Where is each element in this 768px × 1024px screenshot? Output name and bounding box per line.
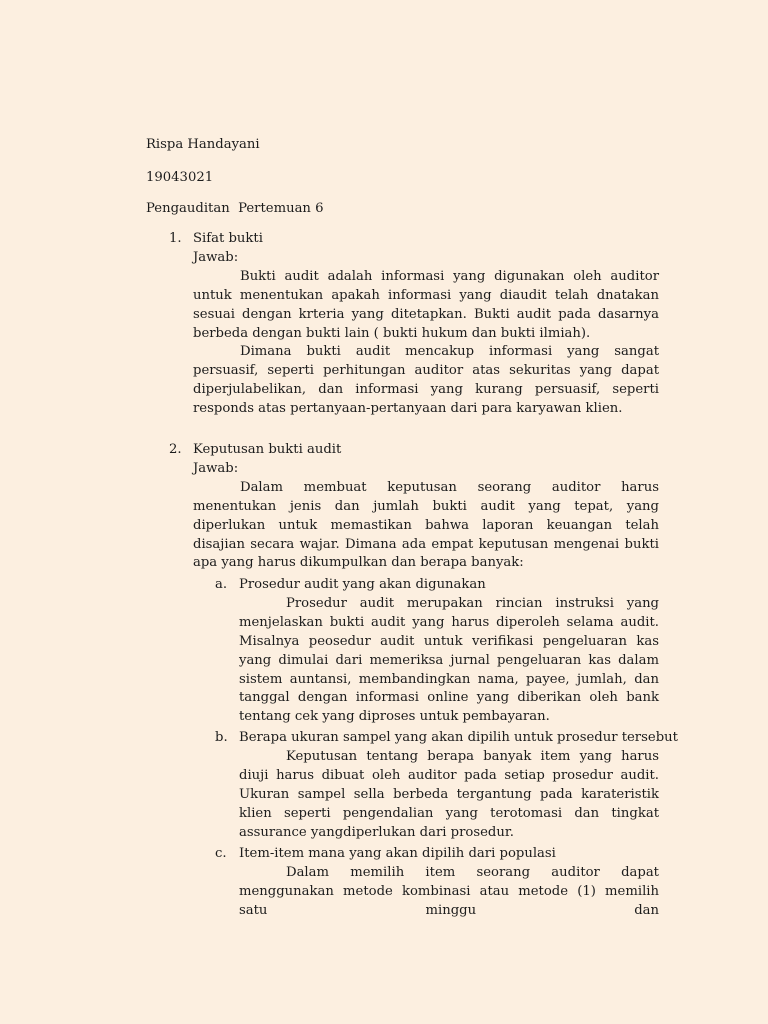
subitem-body <box>239 845 659 921</box>
subitem-letter: b. <box>215 730 228 745</box>
subitem-title: Item-item mana yang akan dipilih dari populasi <box>239 846 556 861</box>
subitem-text: Dalam memilih item seorang auditor dapat menggunakan metode kombinasi atau metode (1) memilih satu minggu dan <box>239 864 659 918</box>
answer-label: Jawab: <box>193 249 239 265</box>
subitem-body <box>239 729 678 842</box>
subitem-title: Berapa ukuran sampel yang akan dipilih untuk prosedur tersebut <box>239 730 678 745</box>
section-title: Keputusan bukti audit <box>193 442 342 457</box>
subitem-text: Prosedur audit merupakan rincian instruksi yang menjelaskan bukti audit yang harus diperoleh selama audit. Misalnya peosedur audit untuk verifikasi pengeluaran kas yang dimulai dari memeriksa jurnal pengeluaran kas dalam sistem auntansi, membandingkan nama, payee, jumlah, dan tanggal dengan informasi online yang diberikan oleh bank tentang cek yang diproses untuk pembayaran. <box>239 595 659 725</box>
paragraph: Dalam membuat keputusan seorang auditor harus menentukan jenis dan jumlah bukti audit yang tepat, yang diperlukan untuk memastikan bahwa laporan keuangan telah disajian secara wajar. Dimana ada empat keputusan mengenai bukti apa yang harus dikumpulkan dan berapa banyak: <box>193 479 659 571</box>
student-id: 19043021 <box>146 170 214 185</box>
paragraph: Dimana bukti audit mencakup informasi yang sangat persuasif, seperti perhitungan auditor atas sekuritas yang dapat diperjulabelikan, dan informasi yang kurang persuasif, seperti responds atas pertanyaan-pertanyaan dari para karyawan klien. <box>193 344 659 417</box>
subitem-letter: a. <box>215 577 228 592</box>
paragraph: Bukti audit adalah informasi yang digunakan oleh auditor untuk menentukan apakah informasi yang diaudit telah dnatakan sesuai dengan krteria yang ditetapkan. Bukti audit pada dasarnya berbeda dengan bukti lain ( bukti hukum dan bukti ilmiah). <box>193 268 659 341</box>
section-title: Sifat bukti <box>193 231 263 246</box>
section-body <box>193 441 659 573</box>
subitem-letter: c. <box>215 846 227 861</box>
subitem-body <box>239 576 659 727</box>
author-name: Rispa Handayani <box>146 137 260 152</box>
subitem-title: Prosedur audit yang akan digunakan <box>239 577 486 592</box>
subitem-text: Keputusan tentang berapa banyak item yang harus diuji harus dibuat oleh auditor pada setiap prosedur audit. Ukuran sampel sella berbeda tergantung pada karateristik klien seperti pengendalian yang terotomasi dan tingkat assurance yangdiperlukan dari prosedur. <box>239 748 659 840</box>
section-body <box>193 230 659 419</box>
answer-label: Jawab: <box>193 460 239 476</box>
section-number: 2. <box>169 442 182 457</box>
course-title: Pengauditan Pertemuan 6 <box>146 201 324 216</box>
section-number: 1. <box>169 231 182 246</box>
